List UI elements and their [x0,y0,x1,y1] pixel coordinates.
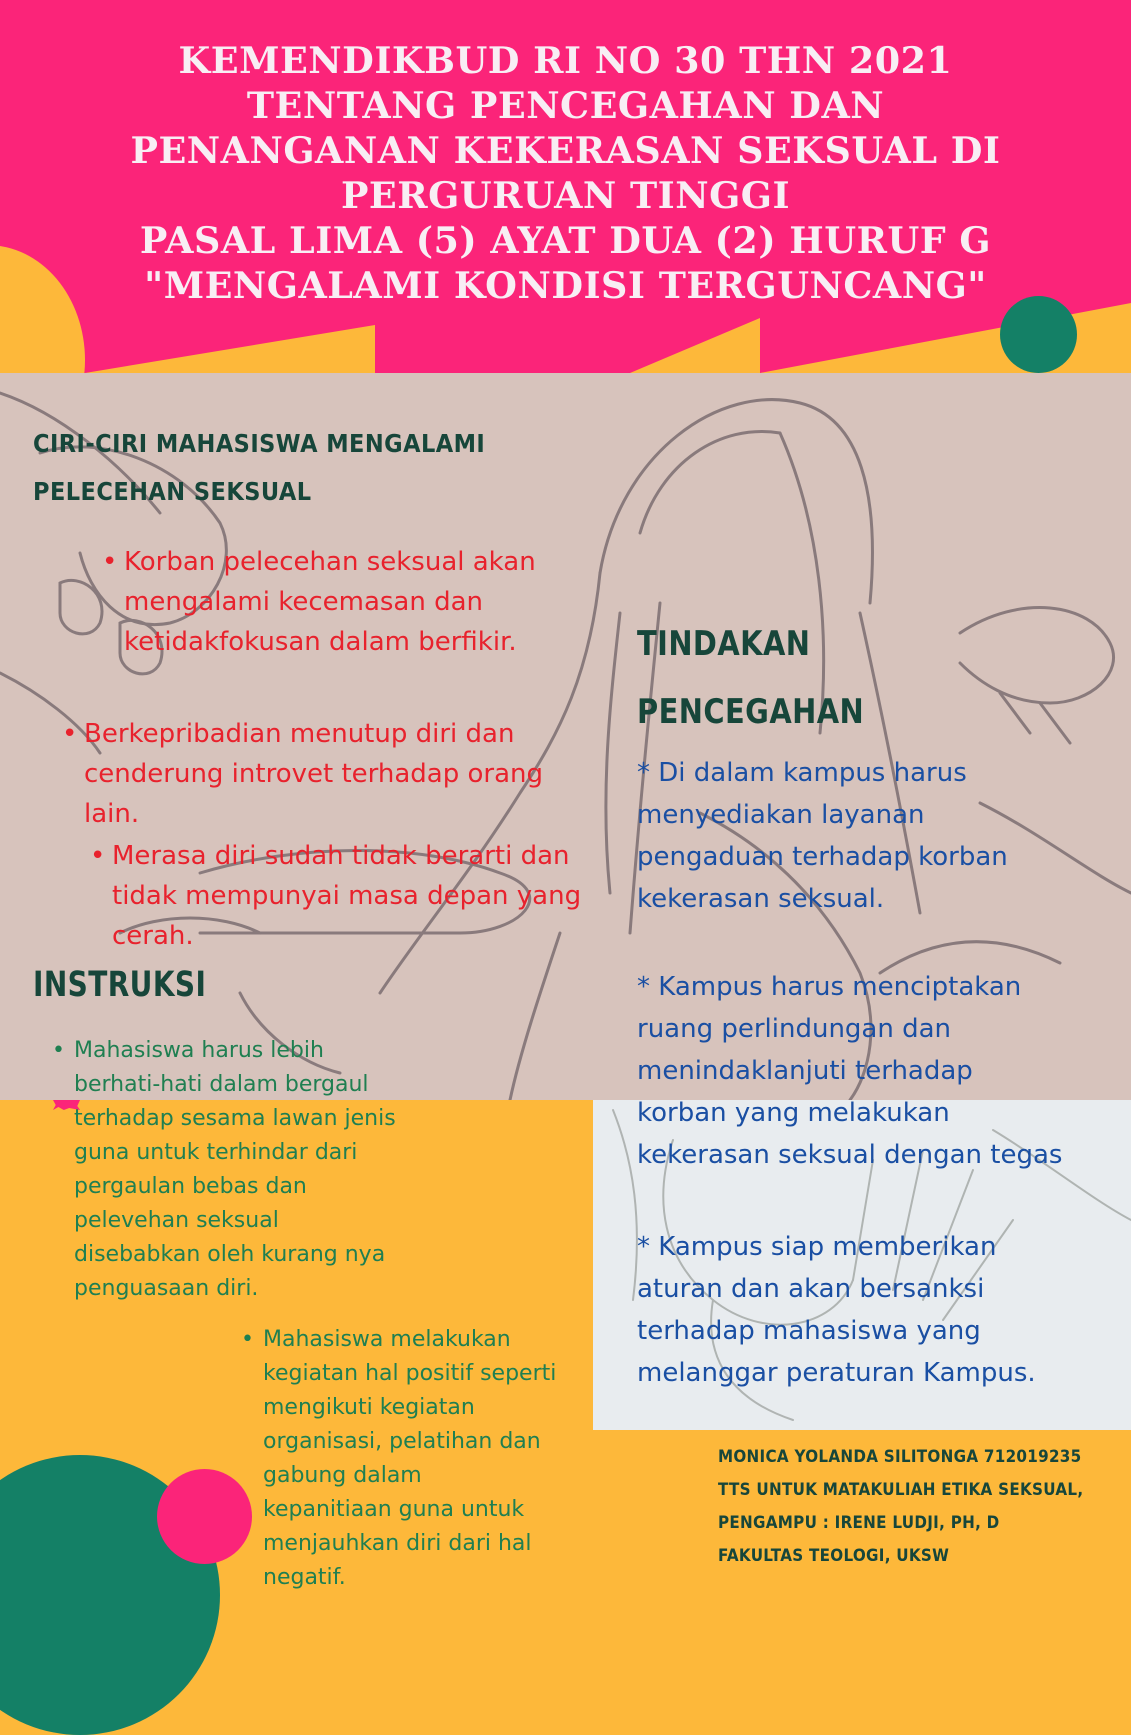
header-banner [0,0,1131,373]
list-item [102,542,536,662]
text-line: ketidakfokusan dalam berfikir. [124,627,517,657]
credit-line: FAKULTAS TEOLOGI, UKSW [718,1546,950,1565]
section-heading-instruksi: INSTRUKSI [33,965,207,1005]
text-line: menjauhkan diri dari hal [263,1531,532,1556]
text-line: cenderung introvet terhadap orang [84,759,543,789]
text-line: Korban pelecehan seksual akan [124,547,536,577]
text-line: menyediakan layanan [637,800,925,830]
prevention-paragraph [637,1226,1036,1394]
text-line: pengaduan terhadap korban [637,842,1008,872]
heading-line: CIRI-CIRI MAHASISWA MENGALAMI [33,429,486,458]
text-line: * Di dalam kampus harus [637,758,967,788]
title-line: "MENGALAMI KONDISI TERGUNCANG" [144,264,987,307]
title-line: PERGURUAN TINGGI [340,174,791,217]
text-line: kekerasan seksual dengan tegas [637,1140,1063,1170]
bullet-icon: • [52,1038,65,1063]
title-line: KEMENDIKBUD RI NO 30 THN 2021 [178,39,953,82]
text-line: * Kampus siap memberikan [637,1232,997,1262]
text-line: terhadap mahasiswa yang [637,1316,981,1346]
author-credits [718,1440,1083,1572]
text-line: * Kampus harus menciptakan [637,972,1022,1002]
text-line: kegiatan hal positif seperti [263,1361,557,1386]
text-line: Berkepribadian menutup diri dan [84,719,515,749]
decorative-green-circle [1000,296,1077,373]
text-line: Mahasiswa melakukan [263,1327,511,1352]
text-line: tidak mempunyai masa depan yang [112,881,582,911]
text-line: gabung dalam [263,1463,422,1488]
poster-title [0,38,1131,308]
text-line: korban yang melakukan [637,1098,950,1128]
text-line: melanggar peraturan Kampus. [637,1358,1036,1388]
bullet-icon: • [90,841,106,871]
heading-line: TINDAKAN [637,624,811,664]
credit-line: MONICA YOLANDA SILITONGA 712019235 [718,1447,1082,1466]
prevention-paragraph [637,752,1008,920]
text-line: berhati-hati dalam bergaul [74,1072,369,1097]
text-line: terhadap sesama lawan jenis [74,1106,396,1131]
text-line: mengalami kecemasan dan [124,587,484,617]
text-line: negatif. [263,1565,346,1590]
list-item [241,1323,557,1595]
text-line: pergaulan bebas dan [74,1174,307,1199]
section-heading-ciri-ciri [33,420,485,516]
title-line: PASAL LIMA (5) AYAT DUA (2) HURUF G [139,219,992,262]
decorative-yellow-triangle [85,325,375,373]
bullet-icon: • [241,1327,254,1352]
list-item [90,836,582,956]
text-line: pelevehan seksual [74,1208,279,1233]
bullet-icon: • [102,547,118,577]
heading-line: PENCEGAHAN [637,692,865,732]
text-line: disebabkan oleh kurang nya [74,1242,386,1267]
bullet-icon: • [62,719,78,749]
credit-line: TTS UNTUK MATAKULIAH ETIKA SEKSUAL, [718,1480,1084,1499]
text-line: kepanitiaan guna untuk [263,1497,525,1522]
text-line: guna untuk terhindar dari [74,1140,358,1165]
text-line: penguasaan diri. [74,1276,259,1301]
text-line: Mahasiswa harus lebih [74,1038,324,1063]
text-line: Merasa diri sudah tidak berarti dan [112,841,570,871]
decorative-pink-circle [157,1469,252,1564]
text-line: cerah. [112,921,194,951]
text-line: lain. [84,799,140,829]
decorative-yellow-triangle [630,318,760,373]
heading-line: PELECEHAN SEKSUAL [33,477,312,506]
text-line: kekerasan seksual. [637,884,885,914]
credit-line: PENGAMPU : IRENE LUDJI, PH, D [718,1513,1000,1532]
text-line: ruang perlindungan dan [637,1014,952,1044]
title-line: TENTANG PENCEGAHAN DAN [246,84,885,127]
list-item [52,1034,396,1306]
text-line: menindaklanjuti terhadap [637,1056,973,1086]
text-line: mengikuti kegiatan [263,1395,475,1420]
list-item [62,714,543,834]
text-line: organisasi, pelatihan dan [263,1429,541,1454]
title-line: PENANGANAN KEKERASAN SEKSUAL DI [130,129,1001,172]
section-heading-tindakan-pencegahan [637,610,864,746]
prevention-paragraph [637,966,1062,1176]
text-line: aturan dan akan bersanksi [637,1274,985,1304]
